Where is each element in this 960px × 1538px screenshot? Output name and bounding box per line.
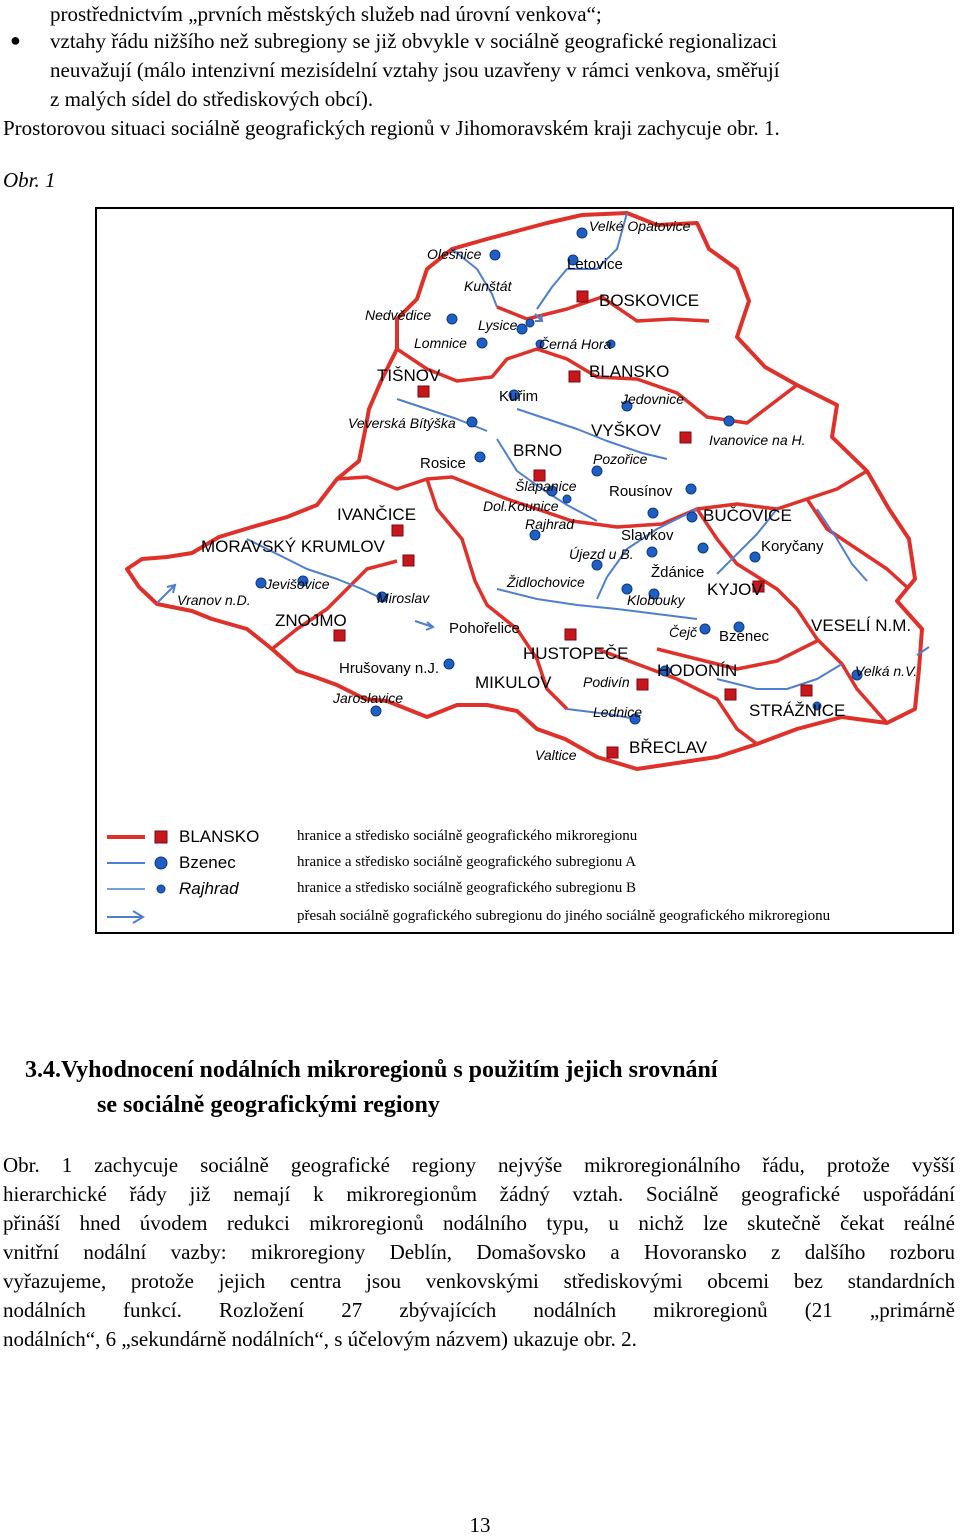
paragraph-line-7: nodálních“, 6 „sekundárně nodálních“, s účelovým názvem) ukazuje obr. 2.	[3, 1327, 637, 1351]
label-olesnice: Olešnice	[427, 246, 482, 262]
label-kyjov: KYJOV	[707, 580, 763, 599]
paragraph-line-5: vyřazujeme, protože jejich centra jsou venkovskými střediskovými obcemi bez standardních	[3, 1269, 955, 1293]
label-klobouky: Klobouky	[627, 592, 685, 608]
label-breclav: BŘECLAV	[629, 738, 708, 757]
intro-line-1: prostřednictvím „prvních městských služeb nad úrovní venkova“;	[50, 2, 602, 26]
label-zdanice: Ždánice	[651, 564, 705, 581]
section-heading-line-1: 3.4.Vyhodnocení nodálních mikroregionů s použitím jejich srovnání	[25, 1057, 718, 1083]
label-hodonin: HODONÍN	[657, 661, 738, 680]
legend-text-sub-a: hranice a středisko sociálně geografického subregionu A	[297, 854, 637, 870]
label-vyskov: VYŠKOV	[591, 421, 661, 440]
label-hustopece: HUSTOPEČE	[523, 644, 629, 663]
label-veverska-bityska: Veverská Bítýška	[348, 415, 456, 431]
legend-name-sub-b: Rajhrad	[179, 879, 239, 898]
label-podivin: Podivín	[583, 674, 630, 690]
label-velke-opatovice: Velké Opatovice	[589, 218, 691, 234]
bullet-line-3: z malých sídel do střediskových obcí).	[50, 87, 374, 111]
label-pohorelice: Pohořelice	[449, 620, 520, 637]
label-tisnov: TIŠNOV	[377, 366, 441, 385]
label-moravsky-krumlov: MORAVSKÝ KRUMLOV	[201, 537, 385, 556]
label-cerna-hora: Černá Hora	[539, 336, 612, 352]
figure-label: Obr. 1	[3, 168, 56, 192]
label-brno: BRNO	[513, 441, 563, 460]
intro-line-5: Prostorovou situaci sociálně geografických regionů v Jihomoravském kraji zachycuje obr. 1.	[3, 116, 780, 140]
label-bucovice: BUČOVICE	[703, 506, 792, 525]
label-slavkov: Slavkov	[621, 527, 674, 544]
legend	[107, 827, 831, 924]
label-veseli: VESELÍ N.M.	[811, 616, 912, 635]
paragraph-line-1: Obr. 1 zachycuje sociálně geografické regiony nejvýše mikroregionálního řádu, protože vyšší	[3, 1153, 955, 1177]
label-lednice: Lednice	[593, 704, 643, 720]
section-heading	[25, 1053, 718, 1123]
label-rosice: Rosice	[420, 455, 466, 472]
label-bzenec: Bzenec	[719, 628, 770, 645]
map-figure	[95, 207, 954, 934]
page-number: 13	[469, 1513, 491, 1537]
legend-name-sub-a: Bzenec	[179, 853, 236, 872]
bullet-icon: ●	[10, 30, 21, 50]
label-zidlochovice: Židlochovice	[507, 574, 585, 590]
paragraph-line-4: vnitřní nodální vazby: mikroregiony Deblín, Domašovsko a Hovoransko z dalšího rozboru	[3, 1240, 955, 1264]
label-slapanice: Šlapanice	[515, 478, 577, 494]
label-korycany: Koryčany	[761, 538, 824, 555]
paragraph-line-2: hierarchické řády již nemají k mikroregionům žádný vztah. Sociálně geografické uspořádání	[3, 1182, 955, 1206]
legend-name-micro: BLANSKO	[179, 827, 260, 846]
label-dol-kounice: Dol.Kounice	[483, 498, 559, 514]
label-letovice: Letovice	[567, 256, 623, 273]
bullet-line-2: neuvažují (málo intenzivní mezisídelní vztahy jsou uzavřeny v rámci venkova, směřují	[50, 58, 780, 82]
label-hrusovany: Hrušovany n.J.	[339, 660, 440, 677]
label-jedovnice: Jedovnice	[621, 391, 685, 407]
label-ivancice: IVANČICE	[337, 505, 417, 524]
label-rajhrad: Rajhrad	[525, 516, 575, 532]
legend-text-micro: hranice a středisko sociálně geografického mikroregionu	[297, 828, 638, 844]
section-heading-line-2: se sociálně geografickými regiony	[97, 1092, 440, 1118]
paragraph-line-3: přináší hned úvodem redukci mikroregionů nodálního typu, u nichž lze skutečně čekat reálné	[3, 1211, 955, 1235]
label-jevisovice: Jevišovice	[265, 576, 330, 592]
label-vranov: Vranov n.D.	[177, 592, 251, 608]
label-nedvedice: Nedvědice	[365, 307, 432, 323]
label-kurim: Kuřim	[499, 388, 539, 405]
paragraph-line-6: nodálních funkcí. Rozložení 27 zbývajících nodálních mikroregionů (21 „primárně	[3, 1298, 955, 1322]
label-lysice: Lysice	[478, 317, 518, 333]
label-mikulov: MIKULOV	[475, 673, 552, 692]
label-miroslav: Miroslav	[377, 590, 430, 606]
label-kunstat: Kunštát	[464, 278, 512, 294]
bullet-line-1: vztahy řádu nižšího než subregiony se již obvykle v sociálně geografické regionalizaci	[50, 29, 778, 53]
legend-text-overlap: přesah sociálně gografického subregionu do jiného sociálně geografického mikroregionu	[297, 908, 831, 924]
label-ujezd: Újezd u B.	[569, 546, 634, 562]
label-znojmo: ZNOJMO	[275, 611, 347, 630]
label-straznice: STRÁŽNICE	[749, 701, 846, 720]
label-blansko: BLANSKO	[589, 362, 670, 381]
legend-text-sub-b: hranice a středisko sociálně geografického subregionu B	[297, 880, 637, 896]
label-pozorice: Pozořice	[593, 451, 648, 467]
region-map	[97, 209, 952, 932]
label-cejc: Čejč	[669, 624, 698, 640]
label-ivanovice: Ivanovice na H.	[709, 432, 806, 448]
label-boskovice: BOSKOVICE	[599, 291, 700, 310]
label-lomnice: Lomnice	[414, 335, 467, 351]
label-jaroslavice: Jaroslavice	[333, 690, 404, 706]
label-valtice: Valtice	[535, 747, 577, 763]
label-velka: Velká n.V.	[855, 663, 918, 679]
label-rousinov: Rousínov	[609, 483, 673, 500]
